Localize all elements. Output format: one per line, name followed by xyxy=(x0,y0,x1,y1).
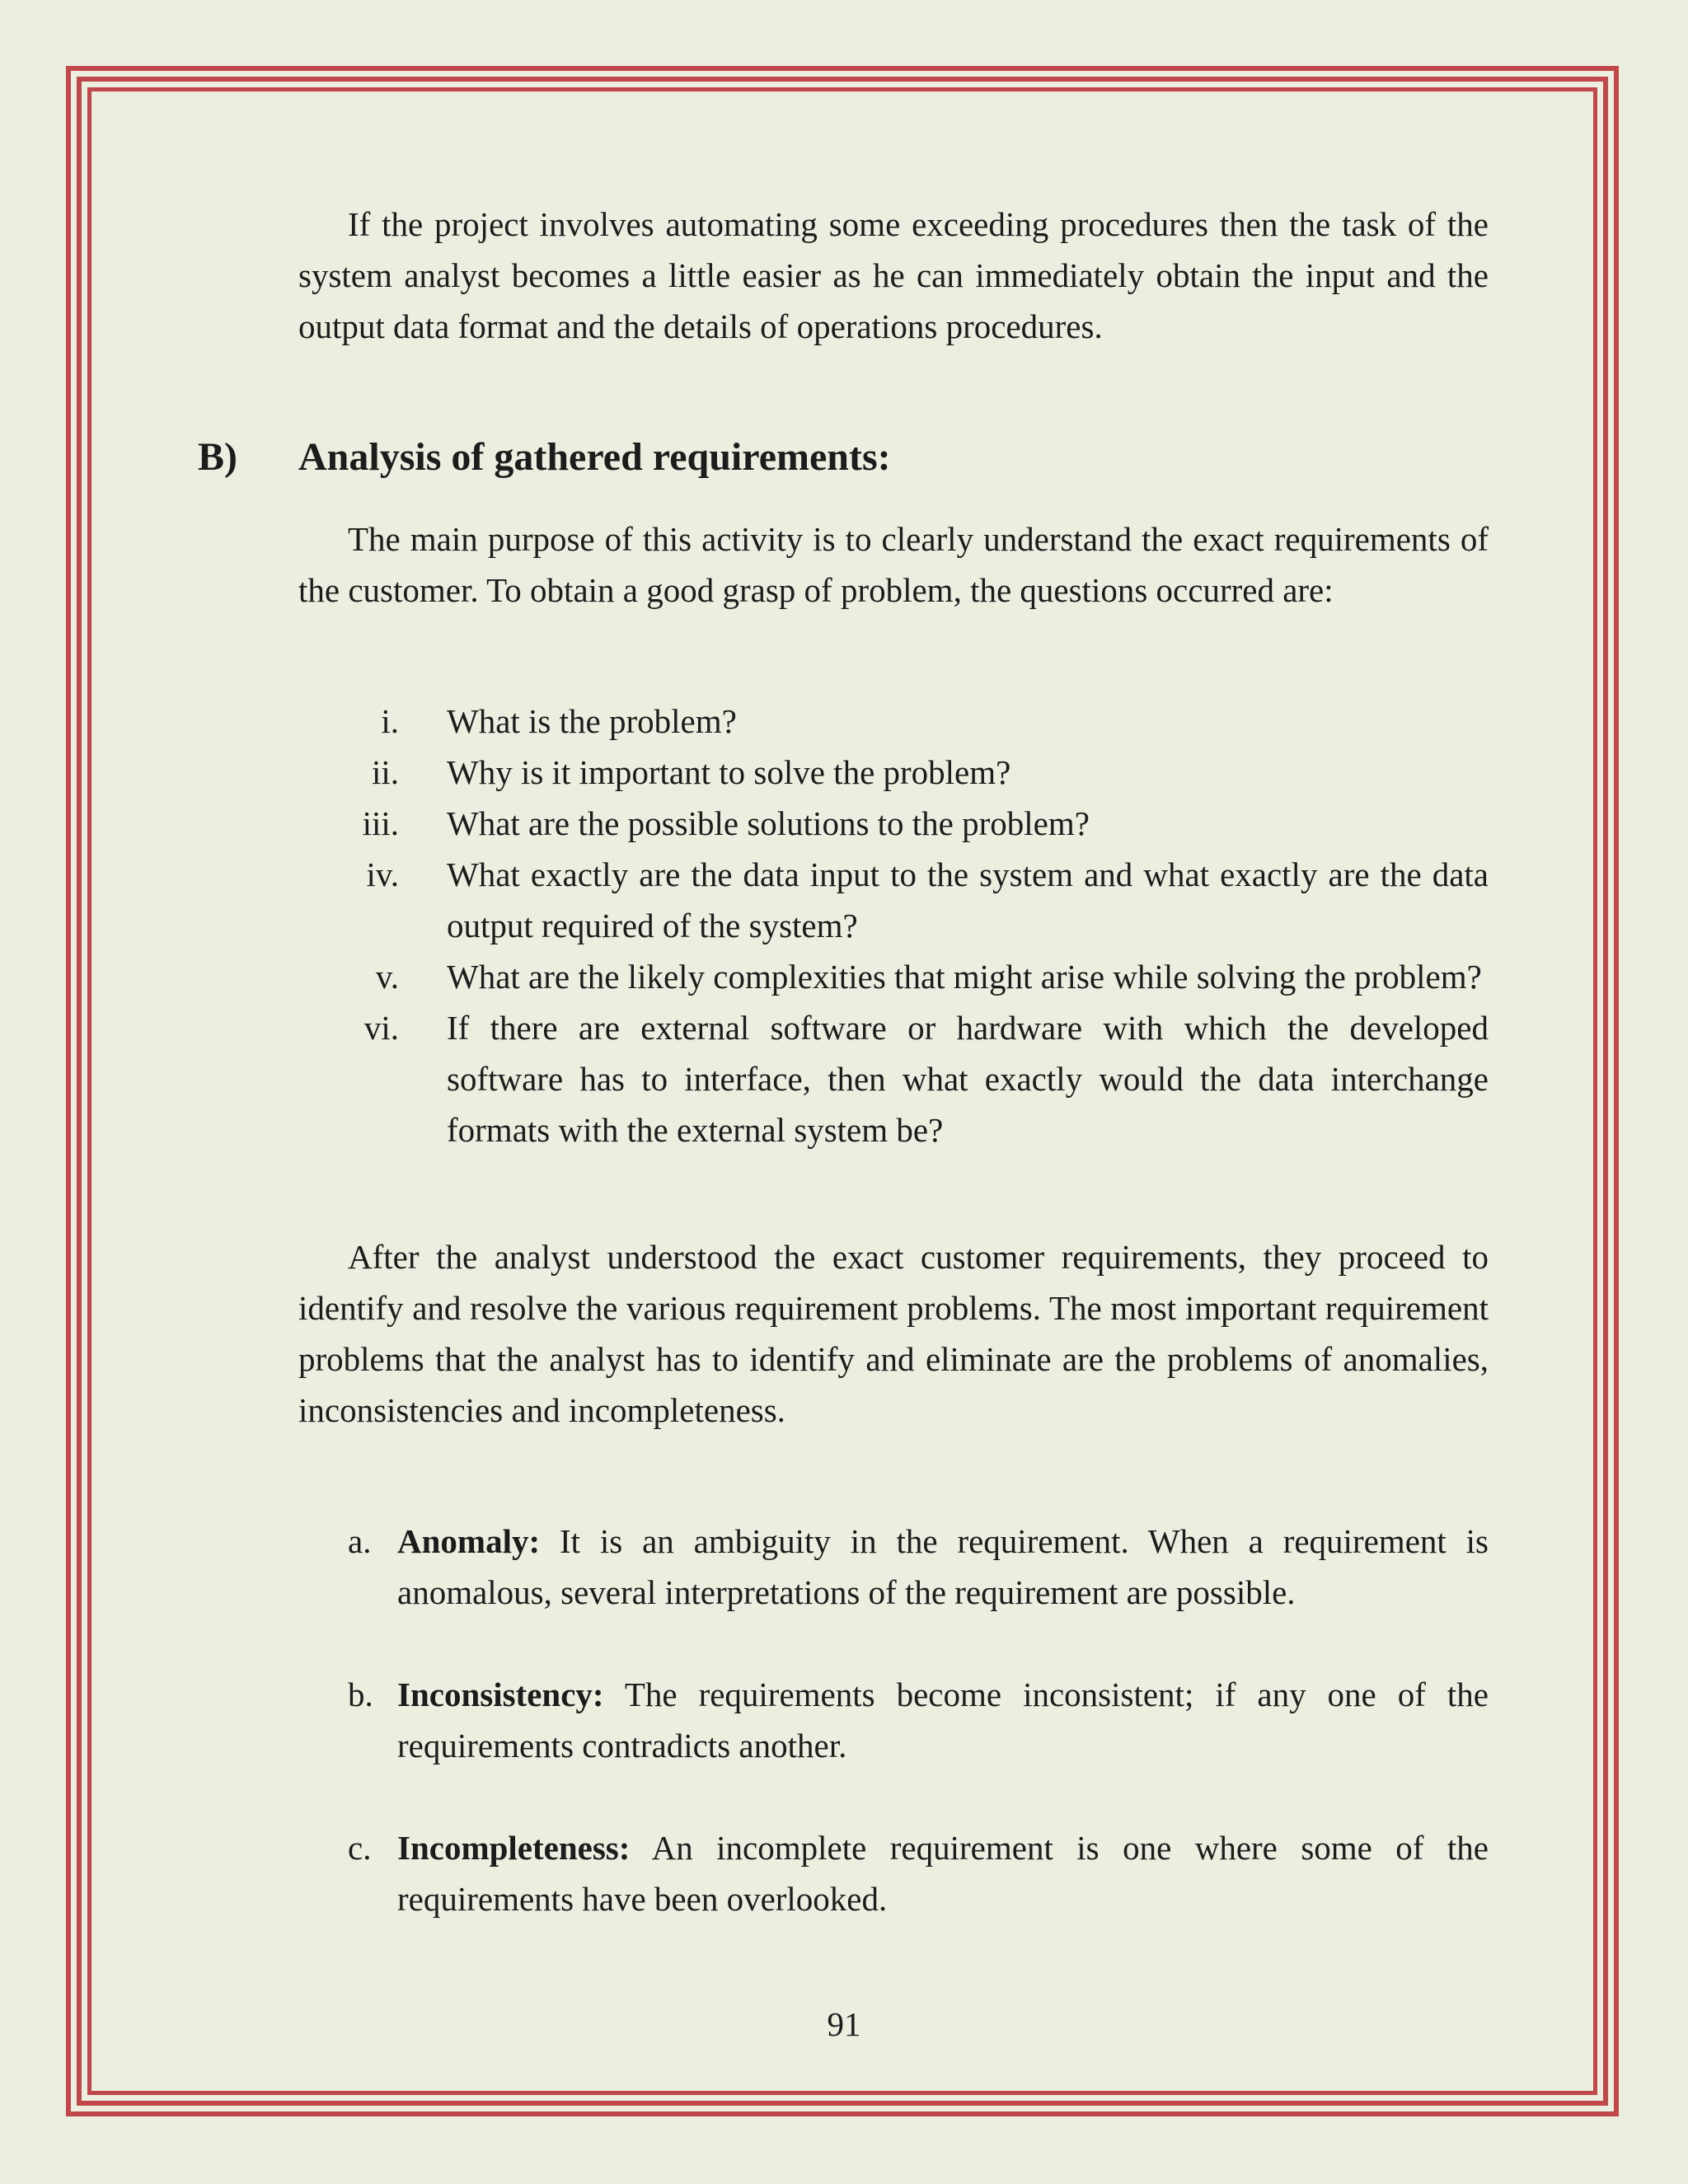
after-section xyxy=(298,1231,1489,1436)
list-item xyxy=(298,696,1489,747)
after-paragraph: After the analyst understood the exact customer requirements, they proceed to identify and resolve the various requirement problems. The most important requirement problems that the analyst has to identify and eliminate are the problems of anomalies, inconsistencies and incompleteness. xyxy=(298,1238,1489,1429)
list-item-text: If there are external software or hardware with which the developed software has to interface, then what exactly would the data interchange formats with the external system be? xyxy=(447,1009,1489,1149)
list-item-text: What is the problem? xyxy=(447,702,737,740)
list-item xyxy=(298,849,1489,951)
list-marker: vi. xyxy=(363,1009,399,1047)
problem-term: Inconsistency: xyxy=(397,1675,604,1713)
section-number: B) xyxy=(198,435,237,479)
list-marker: v. xyxy=(375,958,399,996)
problem-text: An incomplete requirement is one where some of the requirements have been overlooked. xyxy=(397,1829,1489,1918)
list-marker: a. xyxy=(348,1522,372,1560)
problem-text: It is an ambiguity in the requirement. When a requirement is anomalous, several interpretations of the requirement are possible. xyxy=(397,1522,1489,1611)
list-marker: b. xyxy=(348,1675,373,1713)
list-marker: c. xyxy=(348,1829,372,1867)
list-marker: ii. xyxy=(371,753,399,791)
list-item-text: What are the likely complexities that might arise while solving the problem? xyxy=(447,958,1482,996)
list-item-text: What exactly are the data input to the system and what exactly are the data output required of the system? xyxy=(447,855,1489,944)
section-title: Analysis of gathered requirements: xyxy=(298,435,891,479)
problem-term: Incompleteness: xyxy=(397,1829,631,1867)
list-item-text: What are the possible solutions to the problem? xyxy=(447,804,1090,842)
purpose-paragraph: The main purpose of this activity is to clearly understand the exact requirements of the customer. To obtain a good grasp of problem, the questions occurred are: xyxy=(298,520,1489,609)
questions-list xyxy=(298,696,1489,1155)
intro-section xyxy=(298,199,1489,352)
page-number: 91 xyxy=(827,2005,861,2043)
section-heading xyxy=(198,429,891,486)
list-marker: i. xyxy=(381,702,399,740)
intro-paragraph: If the project involves automating some exceeding procedures then the task of the system analyst becomes a little easier as he can immediately obtain the input and the output data format and the details of operations procedures. xyxy=(298,205,1489,345)
list-item xyxy=(348,1822,1489,1924)
list-item xyxy=(348,1669,1489,1771)
list-item xyxy=(348,1516,1489,1618)
purpose-section xyxy=(298,513,1489,616)
problem-term: Anomaly: xyxy=(397,1522,541,1560)
list-marker: iii. xyxy=(362,804,399,842)
list-item-text: Why is it important to solve the problem? xyxy=(447,753,1011,791)
list-item xyxy=(298,798,1489,849)
list-item xyxy=(298,1002,1489,1155)
list-item xyxy=(298,951,1489,1002)
problem-text: The requirements become inconsistent; if any one of the requirements contradicts another. xyxy=(397,1675,1489,1765)
list-marker: iv. xyxy=(366,855,399,893)
list-item xyxy=(298,747,1489,798)
